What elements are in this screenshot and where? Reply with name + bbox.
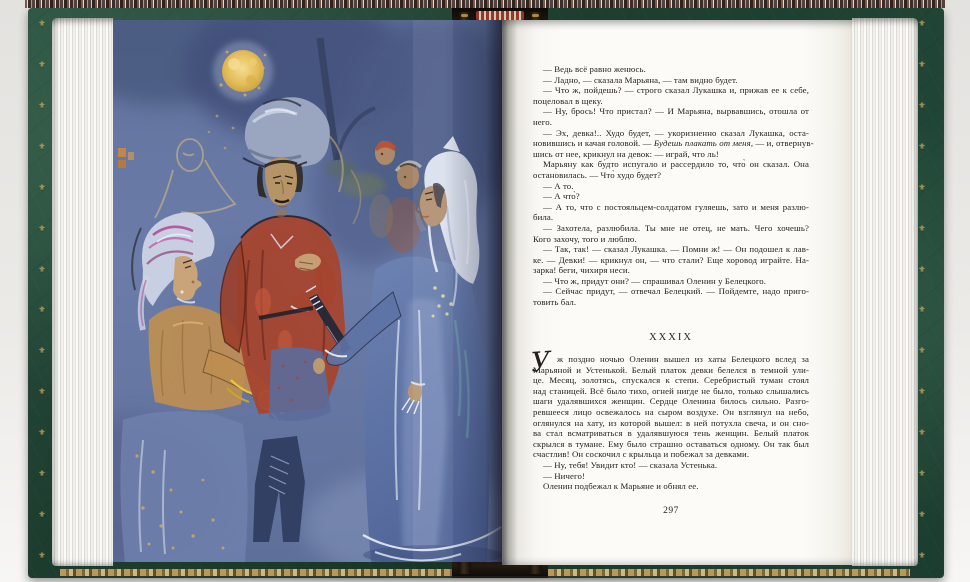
text-line: него. — [533, 116, 553, 127]
chapter-heading: XXXIX — [649, 332, 693, 343]
fleur-ornament-icon: ⚜ — [918, 387, 926, 397]
fleur-ornament-icon: ⚜ — [918, 305, 926, 315]
fleur-ornament-icon: ⚜ — [38, 346, 46, 356]
chapter38-text — [533, 64, 814, 308]
text-line: — Захотела, разлюбила. Ты мне не отец, не мать. Чего хочешь? — [543, 222, 809, 233]
text-line: — Ничего! — [543, 470, 586, 481]
fleur-ornament-icon: ⚜ — [38, 305, 46, 315]
fleur-ornament-icon: ⚜ — [38, 264, 46, 274]
text-line: остановилась. — Что̀ худо будет? — [533, 169, 662, 180]
text-page — [502, 20, 852, 565]
fleur-ornament-icon: ⚜ — [918, 59, 926, 69]
fleur-ornament-icon: ⚜ — [38, 223, 46, 233]
text-line: скрылся в тумане. Ему было страшно оставаться одному. Он так был — [533, 438, 809, 449]
text-line: поцеловал в щеку. — [533, 95, 603, 106]
text-line: — А то, что с постояльцем-солдатом гуляешь, зато и меня разлю- — [543, 201, 809, 212]
book-drop-shadow — [34, 576, 938, 582]
text-line: шаги удалявшихся женщин. Сердце Оленина билось сильно. Разго- — [533, 396, 809, 407]
text-line: зарка! беги, чихиря неси. — [533, 265, 630, 276]
text-line: над станицей. Всё было тихо, огней нигде не было, только слышались — [533, 385, 809, 396]
illustration-page — [113, 20, 502, 562]
page-top-edge-band — [25, 0, 945, 8]
fleur-ornament-icon: ⚜ — [918, 428, 926, 438]
drop-cap: У — [529, 346, 552, 379]
fleur-ornament-icon: ⚜ — [38, 387, 46, 397]
fleur-ornament-icon: ⚜ — [918, 100, 926, 110]
page-stack-right — [852, 18, 918, 566]
gilt-bottom-edge — [548, 569, 910, 576]
fleur-ornament-icon: ⚜ — [38, 510, 46, 520]
page-curve-shadow — [443, 20, 502, 562]
text-line: оглянулся на хату, из которой вышел: в ней потухла свеча, и он сно- — [533, 417, 809, 428]
fleur-ornament-icon: ⚜ — [918, 182, 926, 192]
fleur-ornament-icon: ⚜ — [918, 19, 926, 28]
text-line: шись от нее, крикнул на девок: — играй, что ль! — [533, 148, 719, 159]
spine-headband — [476, 11, 524, 20]
fleur-ornament-icon: ⚜ — [918, 550, 926, 560]
page-stack-left — [52, 18, 113, 566]
text-line: — Эх, девка!.. Худо будет, — укоризненно сказал Лукашка, оста- — [543, 127, 809, 138]
fleur-ornament-icon: ⚜ — [918, 346, 926, 356]
text-line: — Ладно, — сказала Марьяна, — там видно будет. — [543, 74, 738, 85]
text-line: счастлив! Он соскочил с крыльца и побежал за девками. — [533, 449, 750, 460]
fleur-ornament-icon: ⚜ — [38, 141, 46, 151]
fleur-ornament-icon: ⚜ — [918, 510, 926, 520]
fleur-ornament-icon: ⚜ — [38, 59, 46, 69]
text-line: — Так, так! — сказал Лукашка. — Помни ж! — Он подошел к лав- — [543, 244, 809, 255]
cossacks-night-illustration — [113, 20, 502, 562]
text-line — [533, 138, 814, 149]
woman-hand — [313, 358, 325, 374]
text-line: била. — [533, 212, 554, 223]
text-line: Марьяну как бу́дто испугало и рассердило то, что̀ он сказал. Она — [543, 159, 809, 170]
text-line: — А то. — [543, 180, 574, 191]
page-number: 297 — [663, 506, 679, 516]
fleur-ornament-icon: ⚜ — [38, 428, 46, 438]
text-segment: новившись и качая головой. — — [533, 138, 654, 149]
text-line: товить бал. — [533, 297, 577, 308]
text-line: — Что ж, пойдешь? — строго сказал Лукашка и, прижав ее к себе, — [543, 85, 809, 96]
text-line: Кого захочу, того и люблю. — [533, 233, 637, 244]
text-line: — Сейчас придут, — отвечал Белецкий. — Пойдемте, надо приго- — [543, 286, 809, 297]
text-line: ва стал всматриваться в удалявшуюся тень женщин. Белый платок — [533, 428, 809, 439]
text-line: — Ведь всё равно женюсь. — [543, 64, 646, 74]
text-line: — Ну, брось! Что пристал? — И Марьяна, вырвавшись, отошла от — [543, 106, 809, 117]
gilt-bottom-edge — [60, 569, 452, 576]
fleur-ornament-icon: ⚜ — [38, 182, 46, 192]
cover-ornament-column-left — [34, 20, 50, 560]
text-line: — Что ж, придут они? — спрашивал Оленин у Белецкого. — [543, 275, 767, 286]
fleur-ornament-icon: ⚜ — [918, 264, 926, 274]
text-line: Оленин подбежал к Марьяне и обнял ее. — [543, 481, 699, 492]
fleur-ornament-icon: ⚜ — [918, 469, 926, 479]
text-line: ке. — Девки! — крикнул он, — что стали? Еще хоровод играйте. На- — [533, 254, 809, 265]
italic-phrase: Будешь плакать от меня — [653, 138, 751, 149]
text-line: — Ну, тебя! Увидит кто! — сказала Устенька. — [543, 459, 718, 470]
fleur-ornament-icon: ⚜ — [38, 100, 46, 110]
text-line: це. Месяц, золотясь, спускался к степи. Серебристый туман стоял — [533, 375, 809, 386]
text-line: ж поздно ночью Оленин вышел из хаты Белецкого вслед за — [557, 354, 809, 364]
fleur-ornament-icon: ⚜ — [38, 469, 46, 479]
text-line: ревшееся лицо освежалось на сыром воздухе. Он взглянул на небо, — [533, 406, 809, 417]
chapter39-text — [529, 346, 809, 492]
fleur-ornament-icon: ⚜ — [38, 19, 46, 28]
fleur-ornament-icon: ⚜ — [918, 141, 926, 151]
text-line: Марьяной и Устенькой. Белый платок девки белелся в темной ули- — [533, 364, 809, 375]
text-segment: , — и, отвернув- — [750, 138, 814, 149]
text-line: — А что̀? — [543, 191, 580, 202]
fleur-ornament-icon: ⚜ — [38, 550, 46, 560]
fleur-ornament-icon: ⚜ — [918, 223, 926, 233]
